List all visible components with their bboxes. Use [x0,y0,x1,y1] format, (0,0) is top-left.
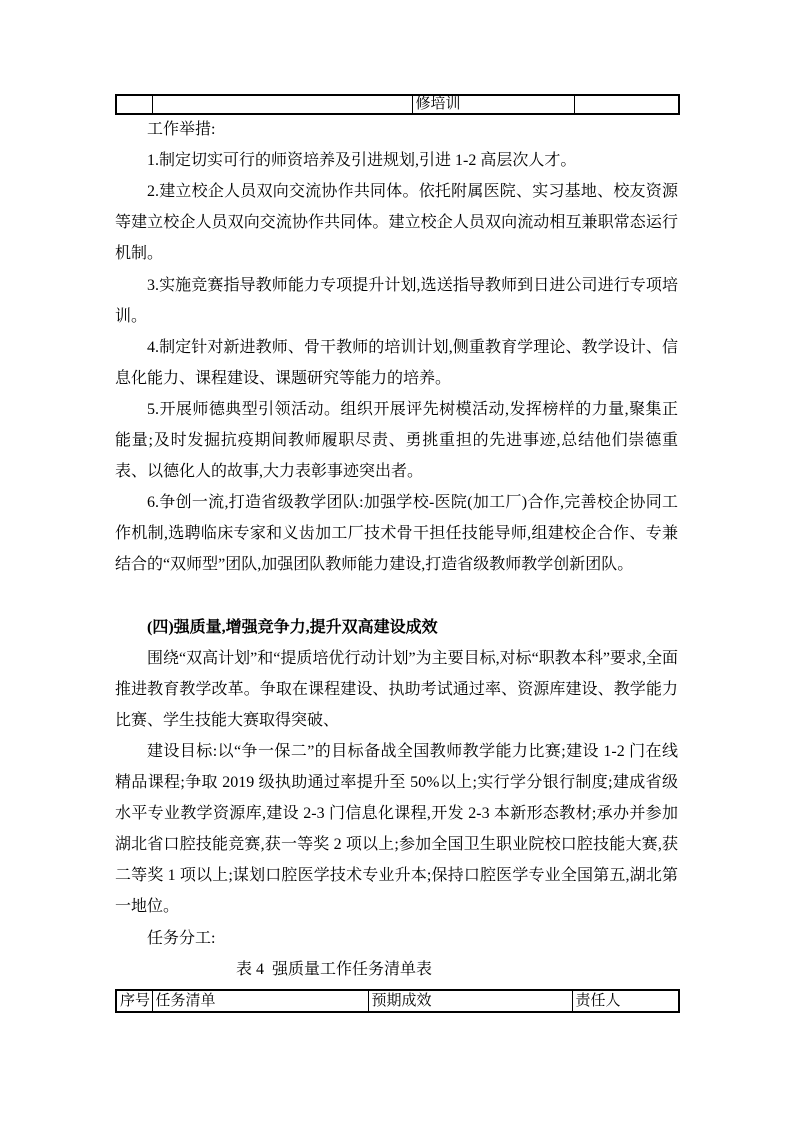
table-cell-owner [574,95,679,114]
table-row [116,95,679,114]
task-table-header-row [116,990,679,1012]
header-cell-seq: 序号 [116,990,152,1012]
paragraph-task-division-label: 任务分工: [147,929,216,947]
paragraph-measure-3: 3.实施竞赛指导教师能力专项提升计划,选送指导教师到日进公司进行专项培训。 [115,276,678,325]
paragraph-measure-6: 6.争创一流,打造省级教学团队:加强学校-医院(加工厂)合作,完善校企协同工作机制,选聘临床专家和义齿加工厂技术骨干担任技能导师,组建校企合作、专兼结合的“双师型”团队,加强团队教师能力建设,打造省级教师教学创新团队。 [115,494,678,574]
task-table [115,989,680,1013]
table-caption: 表 4 强质量工作任务清单表 [236,960,433,978]
header-cell-expected-result: 预期成效 [368,990,572,1012]
paragraph-measure-1: 1.制定切实可行的师资培养及引进规划,引进 1-2 高层次人才。 [147,152,577,170]
continued-table-fragment [115,94,680,115]
paragraph-construction-goals: 建设目标:以“争一保二”的目标备战全国教师教学能力比赛;建设 1-2 门在线精品课程;争取 2019 级执助通过率提升至 50%以上;实行学分银行制度;建成省级水平专业教学资源库,建设 2-3 门信息化课程,开发 2-3 本新形态教材;承办并参加湖北省口腔技能竞赛,获一等奖 2 项以上;参加全国卫生职业院校口腔技能大赛,获二等奖 1 项以上;谋划口腔医学技术专业升本;保持口腔医学专业全国第五,湖北第一地位。 [115,743,678,916]
table-cell-task [152,95,412,114]
header-cell-task-list: 任务清单 [152,990,368,1012]
paragraph-measure-5: 5.开展师德典型引领活动。组织开展评先树模活动,发挥榜样的力量,聚集正能量;及时发掘抗疫期间教师履职尽责、勇挑重担的先进事迹,总结他们崇德重表、以德化人的故事,大力表彰事迹突出者。 [115,400,678,481]
header-cell-responsible: 责任人 [572,990,679,1012]
paragraph-work-measures-label: 工作举措: [147,121,216,138]
paragraph-measure-4: 4.制定针对新进教师、骨干教师的培训计划,侧重教育学理论、教学设计、信息化能力、课程建设、课题研究等能力的培养。 [115,338,678,387]
table-cell-effect: 修培训 [412,95,574,114]
paragraph-measure-2: 2.建立校企人员双向交流协作共同体。依托附属医院、实习基地、校友资源等建立校企人员双向交流协作共同体。建立校企人员双向流动相互兼职常态运行机制。 [115,183,678,263]
table-cell-seq [116,95,152,114]
page-content [115,0,678,1122]
section-heading: (四)强质量,增强竞争力,提升双高建设成效 [147,618,438,636]
paragraph-goal-overview: 围绕“双高计划”和“提质培优行动计划”为主要目标,对标“职教本科”要求,全面推进教育教学改革。争取在课程建设、执助考试通过率、资源库建设、教学能力比赛、学生技能大赛取得突破、 [115,649,678,729]
